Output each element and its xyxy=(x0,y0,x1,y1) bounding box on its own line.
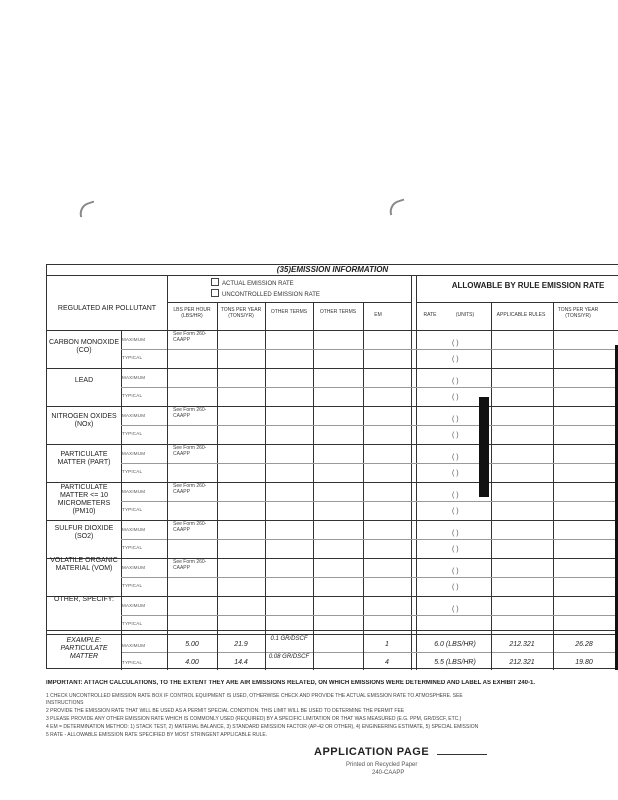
units-paren: ( ) xyxy=(452,546,459,553)
rule xyxy=(121,652,618,653)
col-units-header: (UNITS) xyxy=(455,312,475,318)
rule xyxy=(47,520,618,521)
note-5: 5 RATE - ALLOWABLE EMISSION RATE SPECIFIED BY MOST STRINGENT APPLICABLE RULE. xyxy=(46,732,268,738)
rule xyxy=(167,634,168,670)
col-other1-header: OTHER TERMS xyxy=(270,309,308,315)
col-pollutant-header: REGULATED AIR POLLUTANT xyxy=(57,305,157,312)
rule xyxy=(47,558,618,559)
example-max-lbs: 5.00 xyxy=(185,641,199,648)
units-paren: ( ) xyxy=(452,492,459,499)
example-max-tons-right: 26.28 xyxy=(575,641,593,648)
rule xyxy=(47,634,618,635)
rule xyxy=(47,444,618,445)
rule xyxy=(121,634,122,670)
pollutant-pm10: PARTICULATE MATTER <= 10 MICROMETERS (PM10) xyxy=(57,484,111,515)
col-tons-header: TONS PER YEAR (TONS/YR) xyxy=(220,307,262,319)
row-typ-label: TYPICAL xyxy=(122,583,143,588)
example-typ-lbs: 4.00 xyxy=(185,659,199,666)
rule xyxy=(363,634,364,670)
rule xyxy=(416,275,417,670)
example-max-rate: 6.0 (LBS/HR) xyxy=(434,641,476,648)
col-tons-right-header: TONS PER YEAR (TONS/YR) xyxy=(557,307,599,319)
pollutant-lead: LEAD xyxy=(74,377,94,384)
row-typ-label: TYPICAL xyxy=(122,469,143,474)
rule xyxy=(47,330,618,331)
checkbox-uncontrolled[interactable] xyxy=(211,289,219,297)
row-max-label: MAXIMUM xyxy=(122,489,146,494)
example-typ-tons: 14.4 xyxy=(234,659,248,666)
row-typ-label: TYPICAL xyxy=(122,431,143,436)
example-max-em: 1 xyxy=(385,641,389,648)
rule xyxy=(363,302,364,635)
rule xyxy=(121,577,618,578)
row-typ-label: TYPICAL xyxy=(122,507,143,512)
units-paren: ( ) xyxy=(452,530,459,537)
checkbox-actual[interactable] xyxy=(211,278,219,286)
rule xyxy=(121,501,618,502)
page-number-field[interactable] xyxy=(437,754,487,755)
rule xyxy=(217,634,218,670)
units-paren: ( ) xyxy=(452,470,459,477)
col-other2-header: OTHER TERMS xyxy=(319,309,357,315)
see-form-note: See Form 260-CAAPP xyxy=(173,521,207,533)
units-paren: ( ) xyxy=(452,394,459,401)
rule xyxy=(47,406,618,407)
note-important: IMPORTANT: ATTACH CALCULATIONS, TO THE EXTENT THEY ARE AIR EMISSIONS RELATED, ON WHICH EMISSIONS WERE DETERMINED AND LABEL AS EXHIBIT 240-1. xyxy=(46,680,536,686)
example-max-label: MAXIMUM xyxy=(122,643,146,648)
units-paren: ( ) xyxy=(452,432,459,439)
rule xyxy=(411,275,412,670)
note-2: 2 PROVIDE THE EMISSION RATE THAT WILL BE USED AS A PERMIT SPECIAL CONDITION. THIS LIMIT WILL BE USED TO DETERMINE THE PERMIT FEE xyxy=(46,708,405,714)
units-paren: ( ) xyxy=(452,340,459,347)
example-max-other: 0.1 GR/DSCF xyxy=(270,636,308,642)
rule xyxy=(313,634,314,670)
example-typ-label: TYPICAL xyxy=(122,660,143,665)
pollutant-other: OTHER, SPECIFY: xyxy=(54,596,114,603)
rule xyxy=(167,302,411,303)
row-typ-label: TYPICAL xyxy=(122,393,143,398)
rule xyxy=(313,302,314,635)
rule xyxy=(553,634,554,670)
example-typ-rate: 5.5 (LBS/HR) xyxy=(434,659,476,666)
note-1b: INSTRUCTIONS xyxy=(46,700,84,706)
row-max-label: MAXIMUM xyxy=(122,451,146,456)
scan-mark-right xyxy=(387,199,408,216)
row-typ-label: TYPICAL xyxy=(122,355,143,360)
row-max-label: MAXIMUM xyxy=(122,337,146,342)
allowable-header: ALLOWABLE BY RULE EMISSION RATE xyxy=(451,281,605,290)
see-form-note: See Form 260-CAAPP xyxy=(173,559,207,571)
units-paren: ( ) xyxy=(452,568,459,575)
see-form-note: See Form 260-CAAPP xyxy=(173,331,207,343)
units-paren: ( ) xyxy=(452,454,459,461)
rule xyxy=(47,482,618,483)
example-typ-tons-right: 19.80 xyxy=(575,659,593,666)
rule xyxy=(491,302,492,635)
col-em-header: EM xyxy=(374,312,382,318)
example-typ-em: 4 xyxy=(385,659,389,666)
rule xyxy=(167,302,168,635)
rule xyxy=(47,630,618,631)
rule xyxy=(217,302,218,635)
row-max-label: MAXIMUM xyxy=(122,375,146,380)
application-page-label: APPLICATION PAGE xyxy=(314,746,487,758)
see-form-note: See Form 260-CAAPP xyxy=(173,445,207,457)
note-3: 3 PLEASE PROVIDE ANY OTHER EMISSION RATE WHICH IS COMMONLY USED (REQUIRED) BY A SPECIFIC LIMITATION OR THAT WAS MEASURED (E.G. PPM, GR/DSCF, ETC.) xyxy=(46,716,462,722)
note-1: 1 CHECK UNCONTROLLED EMISSION RATE BOX IF CONTROL EQUIPMENT IS USED, OTHERWISE CHECK AND PROVIDE THE ACTUAL EMISSION RATE TO ATMOSPHERE. SEE xyxy=(46,693,463,699)
row-typ-label: TYPICAL xyxy=(122,621,143,626)
example-label: EXAMPLE: PARTICULATE MATTER xyxy=(60,637,108,660)
units-paren: ( ) xyxy=(452,584,459,591)
rule xyxy=(265,302,266,635)
rule xyxy=(47,596,618,597)
units-paren: ( ) xyxy=(452,606,459,613)
checkbox-uncontrolled-row[interactable]: UNCONTROLLED EMISSION RATE xyxy=(211,289,320,298)
units-paren: ( ) xyxy=(452,416,459,423)
section-title: (35)EMISSION INFORMATION xyxy=(47,265,618,276)
pollutant-so2: SULFUR DIOXIDE (SO2) xyxy=(54,525,114,540)
rule xyxy=(121,349,618,350)
note-4: 4 EM = DETERMINATION METHOD: 1) STACK TEST, 2) MATERIAL BALANCE, 3) STANDARD EMISSION FACTOR (AP-42 OR OTHER), 4) ENGINEERING ESTIMATE, 5) SPECIAL EMISSION xyxy=(46,724,479,730)
rule xyxy=(47,368,618,369)
units-paren: ( ) xyxy=(452,356,459,363)
pollutant-co: CARBON MONOXIDE (CO) xyxy=(48,339,119,354)
rule xyxy=(121,463,618,464)
checkbox-actual-row[interactable]: ACTUAL EMISSION RATE xyxy=(211,278,294,287)
col-rate-header: RATE xyxy=(423,312,437,318)
rule xyxy=(121,539,618,540)
emission-form xyxy=(46,264,618,669)
pollutant-vom: VOLATILE ORGANIC MATERIAL (VOM) xyxy=(50,557,118,572)
example-max-rule: 212.321 xyxy=(509,641,535,648)
see-form-note: See Form 260-CAAPP xyxy=(173,407,207,419)
col-lbs-header: LBS PER HOUR (LBS/HR) xyxy=(173,307,211,319)
form-number: 240-CAAPP xyxy=(372,770,405,776)
row-max-label: MAXIMUM xyxy=(122,413,146,418)
row-max-label: MAXIMUM xyxy=(122,565,146,570)
rule xyxy=(121,425,618,426)
rule xyxy=(416,302,618,303)
pollutant-part: PARTICULATE MATTER (PART) xyxy=(57,451,111,466)
rule xyxy=(491,634,492,670)
pollutant-nox: NITROGEN OXIDES (NOx) xyxy=(51,413,117,428)
row-max-label: MAXIMUM xyxy=(122,603,146,608)
units-paren: ( ) xyxy=(452,508,459,515)
row-typ-label: TYPICAL xyxy=(122,545,143,550)
example-typ-rule: 212.321 xyxy=(509,659,535,666)
example-typ-other: 0.08 GR/DSCF xyxy=(268,654,310,660)
rule xyxy=(121,615,618,616)
row-max-label: MAXIMUM xyxy=(122,527,146,532)
col-rules-header: APPLICABLE RULES xyxy=(496,312,546,318)
rule xyxy=(265,634,266,670)
units-paren: ( ) xyxy=(452,378,459,385)
see-form-note: See Form 260-CAAPP xyxy=(173,483,207,495)
redaction-bar xyxy=(479,397,489,497)
scan-mark-left xyxy=(77,201,98,218)
recycled-note: Printed on Recycled Paper xyxy=(346,762,418,768)
rule xyxy=(553,302,554,635)
example-max-tons: 21.9 xyxy=(234,641,248,648)
rule xyxy=(121,387,618,388)
